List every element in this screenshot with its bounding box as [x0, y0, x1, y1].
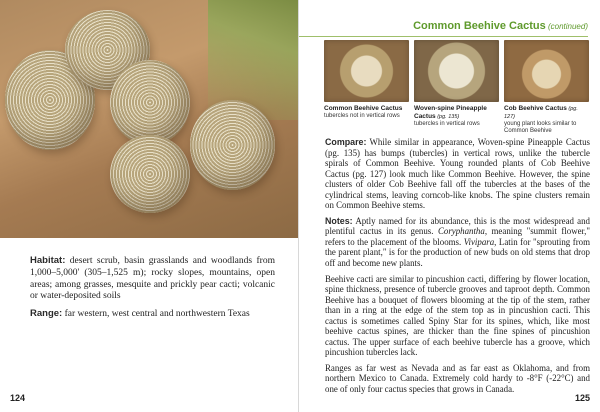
habitat-text: desert scrub, basin grasslands and woodlands from 1,000–5,000' (305–1,525 m); rocky slopes, mountains, open areas; among grasses, mesquite and prickly pear cacti; volcanic or water-deposited soils: [30, 256, 275, 302]
thumbnail-title: Cob Beehive Cactus (pg. 127): [504, 105, 578, 120]
genus-name: Coryphantha: [437, 226, 485, 237]
range-hardiness-paragraph: Ranges as far west as Nevada and as far east as Oklahoma, and from northern Mexico to Canada. Extremely cold hardy to -8°F (-22°C) and one of only four cactus species that grows in Canada.: [325, 362, 590, 395]
cactus-cluster-photo: [0, 0, 298, 238]
compare-label: Compare:: [325, 137, 367, 147]
habitat-label: Habitat:: [30, 255, 66, 266]
header-continued: (continued): [545, 22, 588, 31]
right-page: [299, 0, 600, 412]
page-number-right: 125: [574, 393, 590, 403]
left-page-text: [30, 255, 275, 326]
range-text: far western, west central and northwestern Texas: [62, 309, 250, 320]
header-title: Common Beehive Cactus: [413, 20, 546, 32]
cactus-stem: [110, 135, 190, 213]
thumbnail-desc: young plant looks similar to Common Beehive: [504, 121, 577, 134]
thumbnail-title: Common Beehive Cactus: [324, 105, 403, 112]
thumbnail-common-beehive: [324, 40, 409, 135]
notes-paragraph: Notes: Aptly named for its abundance, this is the most widespread and plentiful cactus in its genus. Coryphantha, meaning "summit flower," refers to the placement of the blooms. Vivipara, Latin for "sprouting from the parent plant," is for the production of new buds on old stems that drop off and become new plants.: [325, 215, 590, 269]
thumbnail-woven-spine: [414, 40, 499, 135]
range-paragraph: [30, 308, 275, 321]
page-number-left: 124: [10, 393, 26, 403]
range-label: Range:: [30, 308, 63, 320]
comparison-thumbnails: [324, 40, 589, 135]
thumbnail-desc: tubercles in vertical rows: [414, 121, 480, 127]
cactus-stem: [110, 60, 190, 145]
species-name: Vivipara: [463, 236, 495, 247]
habitat-paragraph: [30, 255, 275, 303]
page-header: [299, 16, 588, 37]
compare-text: While similar in appearance, Woven-spine Pineapple Cactus (pg. 135) has bumps (tubercles) in vertical rows, unlike the tubercle spirals of Common Beehive. Young rounded plants of Cob Beehive Cactus (pg. 127) look much like Common Beehive. However, the spine clusters of older Cob Beehive fall off the tubercles at the bases of the cylindrical stems, leaving corncob-like knobs. The spine clusters remain on Common Beehive stems.: [325, 137, 590, 211]
cactus-stem: [190, 100, 275, 190]
notes-label: Notes:: [325, 215, 353, 226]
thumbnail-photo: [504, 40, 589, 102]
thumbnail-desc: tubercles not in vertical rows: [324, 113, 400, 119]
thumbnail-cob-beehive: [504, 40, 589, 135]
compare-paragraph: [325, 137, 590, 211]
thumbnail-title: Woven-spine Pineapple Cactus (pg. 135): [414, 105, 487, 120]
right-page-text: [325, 137, 590, 400]
thumbnail-photo: [414, 40, 499, 102]
pincushion-comparison-paragraph: Beehive cacti are similar to pincushion cacti, differing by flower location, spine thickness, presence of tubercle grooves and taproot depth. Common Beehive has a bouquet of flowers blooming at the tip of the stem, rather than in a ring at the edge of the stem top as in pincushion cacti. This cactus is sometimes called Spiny Star for its spines, which, like most beehive cactus spines, are thicker than the fine spines of pincushion cactus. The upper surface of each beehive tubercle has a groove, which pincushion tubercles lack.: [325, 273, 590, 358]
thumbnail-photo: [324, 40, 409, 102]
left-page: [0, 0, 299, 412]
